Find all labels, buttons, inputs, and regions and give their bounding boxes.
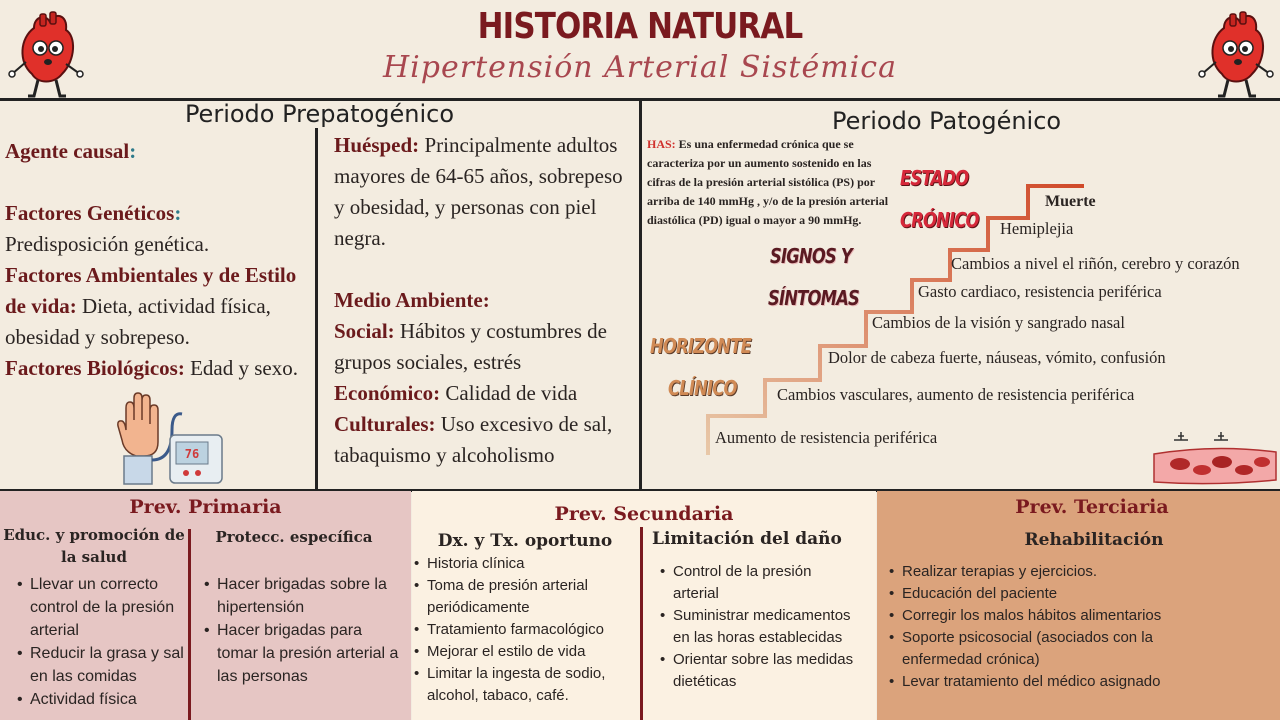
prev-secundaria-title: Prev. Secundaria bbox=[554, 503, 734, 525]
list-item: • Realizar terapias y ejercicios. bbox=[887, 561, 1217, 583]
blood-vessel-icon bbox=[1150, 430, 1280, 486]
proteccion-especifica-list bbox=[202, 573, 402, 688]
culturales-text: Uso excesivo de sal, tabaquismo y alcoholismo bbox=[334, 412, 613, 467]
list-item: • Historia clínica bbox=[412, 553, 640, 575]
factores-biologicos-text: Edad y sexo. bbox=[184, 356, 298, 380]
rehabilitacion-heading: Rehabilitación bbox=[1024, 530, 1164, 550]
limitacion-dano-heading: Limitación del daño bbox=[652, 529, 842, 549]
stair-step-2: Cambios a nivel el riñón, cerebro y corazón bbox=[951, 254, 1240, 273]
prev-terciaria-title: Prev. Terciaria bbox=[1015, 496, 1169, 518]
social-label: Social: bbox=[334, 319, 395, 343]
estado-cronico-stamp-2: CRÓNICO bbox=[900, 208, 979, 232]
estado-cronico-stamp-1: ESTADO bbox=[900, 166, 969, 190]
stair-step-7: Aumento de resistencia periférica bbox=[715, 428, 938, 447]
monitor-reading: 76 bbox=[184, 447, 200, 461]
dx-tx-heading: Dx. y Tx. oportuno bbox=[437, 531, 613, 551]
agente-causal-block: Agente causal: Factores Genéticos: Predisposición genética. Factores Ambientales y de Estilo de vida: Dieta, actividad física, obesidad y sobrepeso. Factores Biológicos: Edad y sexo. bbox=[5, 139, 298, 380]
stair-step-5: Dolor de cabeza fuerte, náuseas, vómito, confusión bbox=[828, 348, 1166, 367]
factores-biologicos-label: Factores Biológicos: bbox=[5, 356, 185, 380]
list-item: • Limitar la ingesta de sodio, alcohol, tabaco, café. bbox=[412, 663, 640, 707]
culturales-label: Culturales: bbox=[334, 412, 436, 436]
factores-geneticos-label: Factores Genéticos bbox=[5, 201, 175, 225]
economico-text: Calidad de vida bbox=[440, 381, 578, 405]
medio-ambiente-label: Medio Ambiente: bbox=[334, 288, 490, 312]
list-item: • Control de la presión arterial bbox=[658, 561, 858, 605]
dx-tx-list bbox=[412, 553, 640, 707]
prev-terciaria-panel bbox=[877, 491, 1280, 720]
page-subtitle: Hipertensión Arterial Sistémica bbox=[383, 50, 897, 85]
educ-promocion-heading: Educ. y promoción de la salud bbox=[3, 526, 185, 566]
agente-causal-label: Agente causal bbox=[5, 139, 130, 163]
huesped-medio-block bbox=[334, 130, 634, 471]
patogenic-title: Periodo Patogénico bbox=[832, 107, 1062, 135]
stair-muerte: Muerte bbox=[1045, 193, 1096, 210]
list-item: • Soporte psicosocial (asociados con la enfermedad crónica) bbox=[887, 627, 1217, 671]
period-divider bbox=[639, 98, 642, 491]
stair-step-3: Gasto cardiaco, resistencia periférica bbox=[918, 282, 1162, 301]
stair-step-6: Cambios vasculares, aumento de resistencia periférica bbox=[777, 385, 1135, 404]
horizonte-clinico-stamp-2: CLÍNICO bbox=[668, 376, 737, 400]
factores-geneticos-text: Predisposición genética. bbox=[5, 232, 210, 256]
has-definition: HAS: Es una enfermedad crónica que se caracteriza por un aumento sostenido en las cifras de la presión arterial sistólica (PS) por arriba de 140 mmHg , y/o de la presión arterial diastólica (PD) igual o mayor a 90 mmHg. bbox=[647, 137, 889, 227]
prev-primaria-title: Prev. Primaria bbox=[129, 496, 282, 518]
list-item: • Toma de presión arterial periódicamente bbox=[412, 575, 640, 619]
heart-mascot-left-icon bbox=[6, 8, 86, 100]
educ-promocion-list bbox=[15, 573, 185, 711]
factores-ambientales-label: Factores Ambientales y de Estilo de vida: bbox=[5, 263, 297, 318]
prev-secundaria-panel bbox=[412, 491, 876, 720]
blood-pressure-monitor-icon bbox=[112, 390, 232, 485]
rehabilitacion-list bbox=[887, 561, 1217, 693]
list-item: • Hacer brigadas sobre la hipertensión bbox=[202, 573, 402, 619]
list-item: • Mejorar el estilo de vida bbox=[412, 641, 640, 663]
list-item: • Llevar un correcto control de la presión arterial bbox=[15, 573, 185, 642]
social-text: Hábitos y costumbres de grupos sociales, estrés bbox=[334, 319, 607, 374]
list-item: • Educación del paciente bbox=[887, 583, 1217, 605]
signos-sintomas-stamp-2: SÍNTOMAS bbox=[768, 286, 860, 310]
list-item: • Corregir los malos hábitos alimentarios bbox=[887, 605, 1217, 627]
heart-mascot-right-icon bbox=[1196, 8, 1276, 100]
has-label: HAS: bbox=[647, 137, 676, 151]
list-item: • Reducir la grasa y sal en las comidas bbox=[15, 642, 185, 688]
signos-sintomas-stamp-1: SIGNOS Y bbox=[770, 244, 852, 268]
list-item: • Tratamiento farmacológico bbox=[412, 619, 640, 641]
factores-ambientales-text: Dieta, actividad física, obesidad y sobrepeso. bbox=[5, 294, 271, 349]
list-item: • Suministrar medicamentos en las horas establecidas bbox=[658, 605, 858, 649]
page-title: HISTORIA NATURAL bbox=[477, 6, 803, 47]
prepatogenic-column-divider bbox=[315, 128, 318, 490]
economico-label: Económico: bbox=[334, 381, 441, 405]
huesped-label: Huésped: bbox=[334, 133, 420, 157]
proteccion-especifica-heading: Protecc. específica bbox=[215, 528, 373, 546]
list-item: • Levar tratamiento del médico asignado bbox=[887, 671, 1217, 693]
list-item: • Hacer brigadas para tomar la presión arterial a las personas bbox=[202, 619, 402, 688]
limitacion-dano-list bbox=[658, 561, 858, 693]
huesped-text: Principalmente adultos mayores de 64-65 años, sobrepeso y obesidad, y personas con piel negra. bbox=[334, 133, 623, 250]
list-item: • Actividad física bbox=[15, 688, 185, 711]
prev-primaria-panel bbox=[0, 491, 411, 720]
list-item: • Orientar sobre las medidas dietéticas bbox=[658, 649, 858, 693]
prepatogenic-title: Periodo Prepatogénico bbox=[184, 100, 455, 128]
horizonte-clinico-stamp-1: HORIZONTE bbox=[650, 334, 751, 358]
stair-step-1: Hemiplejia bbox=[1000, 219, 1074, 238]
stair-step-4: Cambios de la visión y sangrado nasal bbox=[872, 313, 1125, 332]
